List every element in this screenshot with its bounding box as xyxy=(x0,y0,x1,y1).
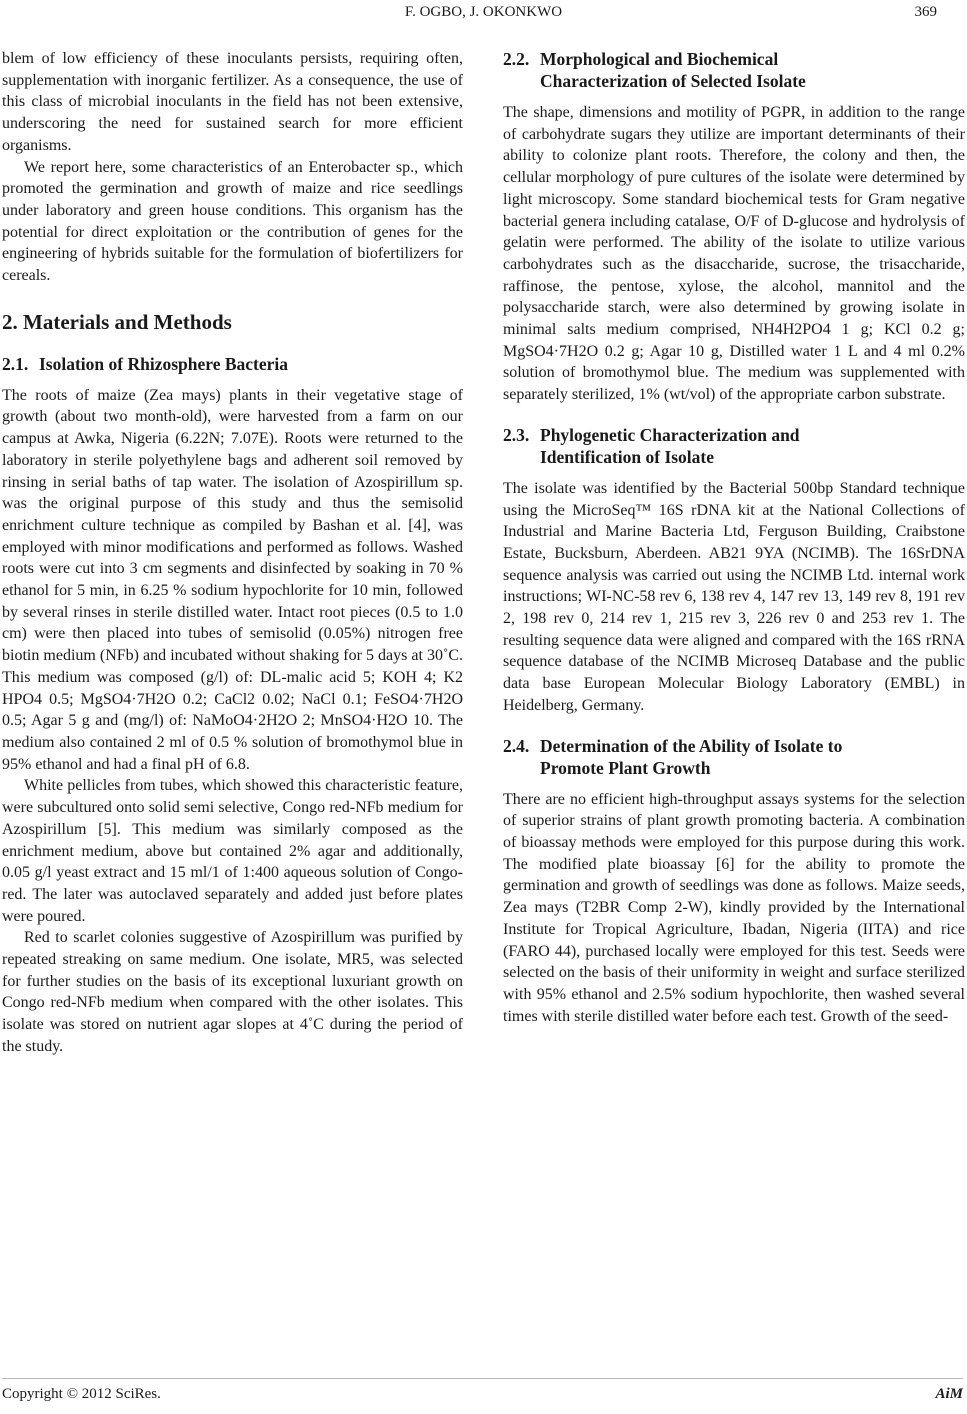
running-header-authors: F. OGBO, J. OKONKWO xyxy=(404,4,563,20)
right-column xyxy=(503,48,965,1027)
paragraph-white-pellicles: White pellicles from tubes, which showed this characteristic feature, were subcultured onto solid semi selective, Congo red-NFb medium for Azospirillum [5]. This medium was similarly composed as the enrichment medium, above but contained 2% agar and additionally, 0.05 g/l yeast extract and 15 ml/1 of 1:400 aqueous solution of Congo-red. The later was autoclaved separately and added just before plates were poured. xyxy=(2,777,463,925)
subsection-number: 2.1. xyxy=(2,353,29,374)
subsection-heading-2-1 xyxy=(2,353,463,375)
subsection-heading-2-3 xyxy=(503,424,965,468)
subsection-title: Morphological and Biochemical xyxy=(540,49,779,69)
footer xyxy=(2,1386,963,1403)
copyright-notice: Copyright © 2012 SciRes. xyxy=(2,1386,161,1402)
subsection-heading-2-2 xyxy=(503,48,965,92)
footer-divider xyxy=(2,1378,963,1379)
section-heading-materials-methods: 2. Materials and Methods xyxy=(2,309,232,334)
paragraph-identification: The isolate was identified by the Bacterial 500bp Standard technique using the MicroSeq™ 16S rDNA kit at the National Collections of Industrial and Marine Bacteria Ltd, Ferguson Building, Craibstone Estate, Bucksburn, Aberdeen. AB21 9YA (NCIMB). The 16SrDNA sequence analysis was carried out using the NCIMB Ltd. internal work instructions; WI-NC-58 rev 6, 138 rev 4, 147 rev 13, 149 rev 8, 191 rev 2, 198 rev 0, 214 rev 1, 215 rev 3, 226 rev 0 and 253 rev 1. The resulting sequence data were aligned and compared with the 16S rRNA sequence database of the NCIMB Microseq Database and the public data base European Molecular Biology Laboratory (EMBL) in Heidelberg, Germany. xyxy=(503,479,965,714)
paragraph-roots: The roots of maize (Zea mays) plants in their vegetative stage of growth (about two month-old), were harvested from a farm on our campus at Awka, Nigeria (6.22N; 7.07E). Roots were returned to the laboratory in sterile polyethylene bags and adherent soil removed by rinsing in serial baths of tap water. The isolation of Azospirillum sp. was the original purpose of this study and thus the semisolid enrichment culture technique as compiled by Bashan et al. [4], was employed with minor modifications and performed as follows. Washed roots were cut into 3 cm segments and disinfected by soaking in 70 % ethanol for 5 min, in 6.25 % sodium hypochlorite for 10 min, followed by several rinses in sterile distilled water. Intact root pieces (0.5 to 1.0 cm) were then placed into tubes of semisolid (0.05%) nitrogen free biotin medium (NFb) and incubated without shaking for 5 days at 30˚C. This medium was composed (g/l) of: DL-malic acid 5; KOH 4; K2 HPO4 0.5; MgSO4·7H2O 0.2; CaCl2 0.02; NaCl 0.1; FeSO4·7H2O 0.5; Agar 5 g and (mg/l) of: NaMoO4·2H2O 2; MnSO4·H2O 10. The medium also contained 2 ml of 0.5 % solution of bromothymol blue in 95% ethanol and had a final pH of 6.8. xyxy=(2,386,463,773)
paragraph-intro-continued: blem of low efficiency of these inoculants persists, requiring often, supplementation with inorganic fertilizer. As a consequence, the use of this class of microbial inoculants in the field has not been extensive, underscoring the need for sustained search for more efficient organisms. xyxy=(2,50,463,154)
paragraph-shape: The shape, dimensions and motility of PGPR, in addition to the range of carbohydrate sugars they utilize are important determinants of their ability to colonize plant roots. Therefore, the colony and then, the cellular morphology of pure cultures of the isolate were determined by light microscopy. Some standard biochemical tests for Gram negative bacterial genera including catalase, O/F of D-glucose and hydrolysis of gelatin were performed. The ability of the isolate to utilize various carbohydrates such as the disaccharide, sucrose, the trisaccharide, raffinose, the pentose, xylose, the alcohol, mannitol and the polysaccharide starch, were also determined by growing isolate in minimal salts medium comprised, NH4H2PO4 1 g; KCl 0.2 g; MgSO4·7H2O 0.2 g; Agar 10 g, Distilled water 1 L and 4 ml 0.2% solution of bromothymol blue. The medium was supplemented with separately sterilized, 1% (wt/vol) of the appropriate carbon substrate. xyxy=(503,104,965,404)
subsection-title: Phylogenetic Characterization and xyxy=(540,424,800,445)
paragraph-report: We report here, some characteristics of an Enterobacter sp., which promoted the germination and growth of maize and rice seedlings under laboratory and green house conditions. This organism has the potential for direct exploitation or the contribution of genes for the engineering of hybrids suitable for the formulation of biofertilizers for cereals. xyxy=(2,158,463,285)
subsection-number: 2.3. xyxy=(503,424,530,445)
left-column xyxy=(2,48,463,1058)
paragraph-red-colonies: Red to scarlet colonies suggestive of Azospirillum was purified by repeated streaking on same medium. One isolate, MR5, was selected for further studies on the basis of its exceptional luxuriant growth on Congo red-NFb medium when compared with the other isolates. This isolate was stored on nutrient agar slopes at 4˚C during the period of the study. xyxy=(2,929,463,1055)
paragraph-assay: There are no efficient high-throughput assays systems for the selection of superior strains of plant growth promoting bacteria. A combination of bioassay methods were employed for this purpose during this work. The modified plate bioassay [6] for the ability to promote the germination and growth of seedlings was done as follows. Maize seeds, Zea mays (T2BR Comp 2-W), kindly provided by the International Institute for Tropical Agriculture, Ibadan, Nigeria (IITA) and rice (FARO 44), purchased locally were employed for this test. Seeds were selected on the basis of their uniformity in weight and surface sterilized with 95% ethanol and 2.5% sodium hypochlorite, then washed several times with sterile distilled water before each test. Growth of the seed- xyxy=(503,790,965,1025)
journal-abbreviation: AiM xyxy=(935,1386,963,1402)
subsection-number: 2.4. xyxy=(503,735,530,756)
subsection-title-continued: Promote Plant Growth xyxy=(540,757,711,778)
subsection-title-continued: Characterization of Selected Isolate xyxy=(540,71,806,91)
subsection-number: 2.2. xyxy=(503,49,530,69)
subsection-heading-2-4 xyxy=(503,735,965,779)
subsection-title: Isolation of Rhizosphere Bacteria xyxy=(39,353,289,374)
subsection-title: Determination of the Ability of Isolate to xyxy=(540,735,843,756)
running-header xyxy=(0,4,967,24)
page-number: 369 xyxy=(914,4,937,20)
subsection-title-continued: Identification of Isolate xyxy=(540,446,715,467)
